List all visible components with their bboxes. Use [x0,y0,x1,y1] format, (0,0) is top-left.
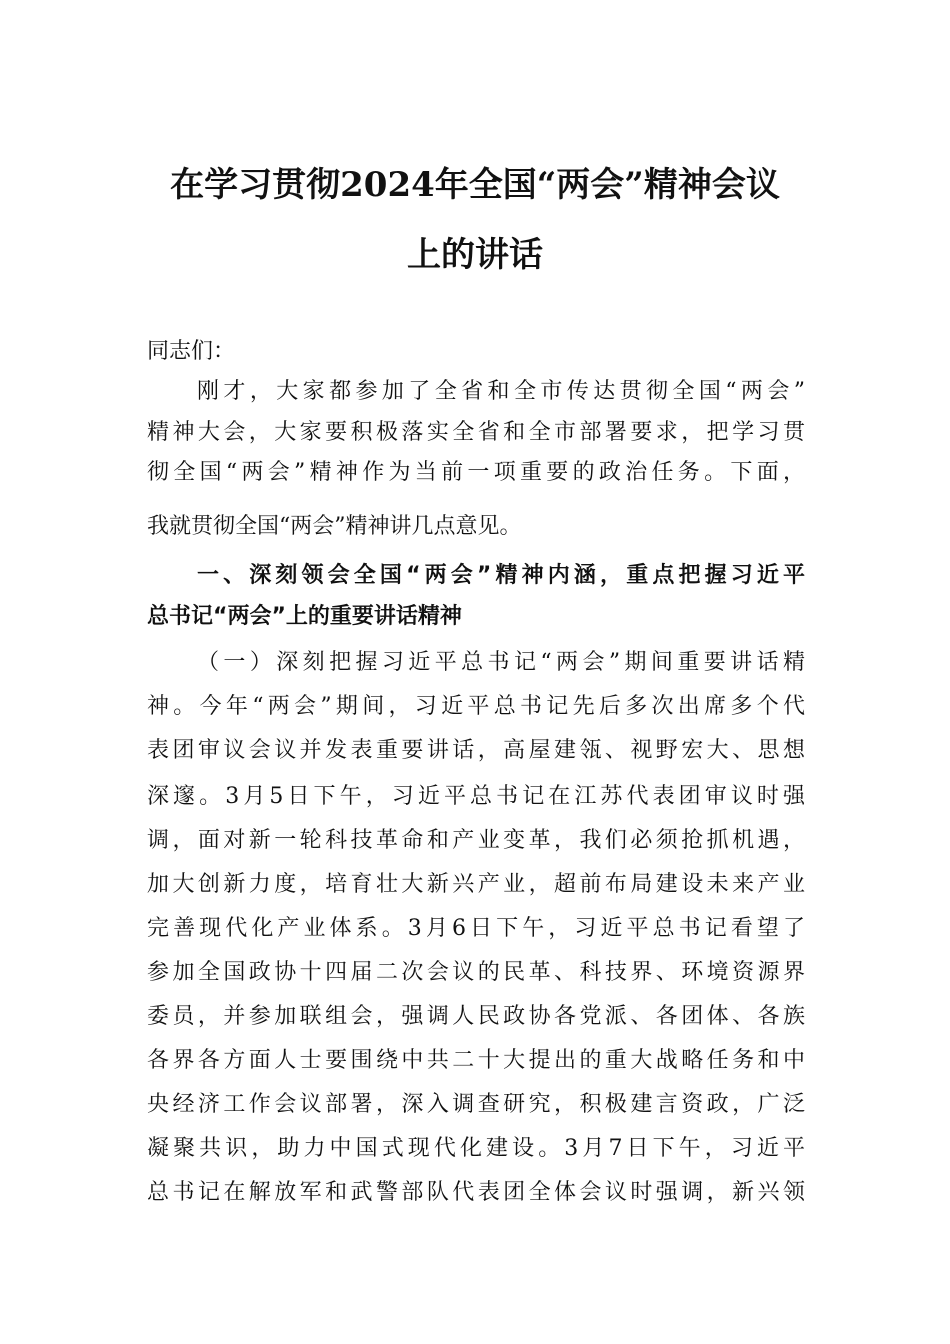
heading-1-line: 一、深刻领会全国“两会”精神内涵，重点把握习近平 [197,563,805,588]
section-1-line: 凝聚共识，助力中国式现代化建设。3月7日下午，习近平 [147,1136,805,1161]
section-1-line: 表团审议会议并发表重要讲话，高屋建瓴、视野宏大、思想 [147,738,805,763]
section-1-line: 央经济工作会议部署，深入调查研究，积极建言资政，广泛 [147,1092,805,1117]
section-1-line: （一）深刻把握习近平总书记“两会”期间重要讲话精 [197,650,805,675]
section-1-line: 调，面对新一轮科技革命和产业变革，我们必须抢抓机遇， [147,828,805,853]
section-1-line: 总书记在解放军和武警部队代表团全体会议时强调，新兴领 [147,1180,805,1205]
section-1-line: 各界各方面人士要围绕中共二十大提出的重大战略任务和中 [147,1048,805,1073]
document-title-line-2: 上的讲话 [407,235,543,275]
heading-1-line: 总书记“两会”上的重要讲话精神 [147,604,462,629]
salutation: 同志们： [147,339,236,364]
intro-line: 彻全国“两会”精神作为当前一项重要的政治任务。下面， [147,460,805,485]
intro-line: 刚才，大家都参加了全省和全市传达贯彻全国“两会” [197,379,805,404]
section-1-line: 加大创新力度，培育壮大新兴产业，超前布局建设未来产业 [147,872,805,897]
section-1-line: 完善现代化产业体系。3月6日下午，习近平总书记看望了 [147,916,805,941]
document-title-line-1: 在学习贯彻2024年全国“两会”精神会议 [170,165,780,205]
section-1-line: 委员，并参加联组会，强调人民政协各党派、各团体、各族 [147,1004,805,1029]
section-1-line: 深邃。3月5日下午，习近平总书记在江苏代表团审议时强 [147,784,805,809]
intro-line: 精神大会，大家要积极落实全省和全市部署要求，把学习贯 [147,420,805,445]
section-1-line: 神。今年“两会”期间，习近平总书记先后多次出席多个代 [147,694,805,719]
section-1-line: 参加全国政协十四届二次会议的民革、科技界、环境资源界 [147,960,805,985]
intro-line: 我就贯彻全国“两会”精神讲几点意见。 [147,514,522,539]
